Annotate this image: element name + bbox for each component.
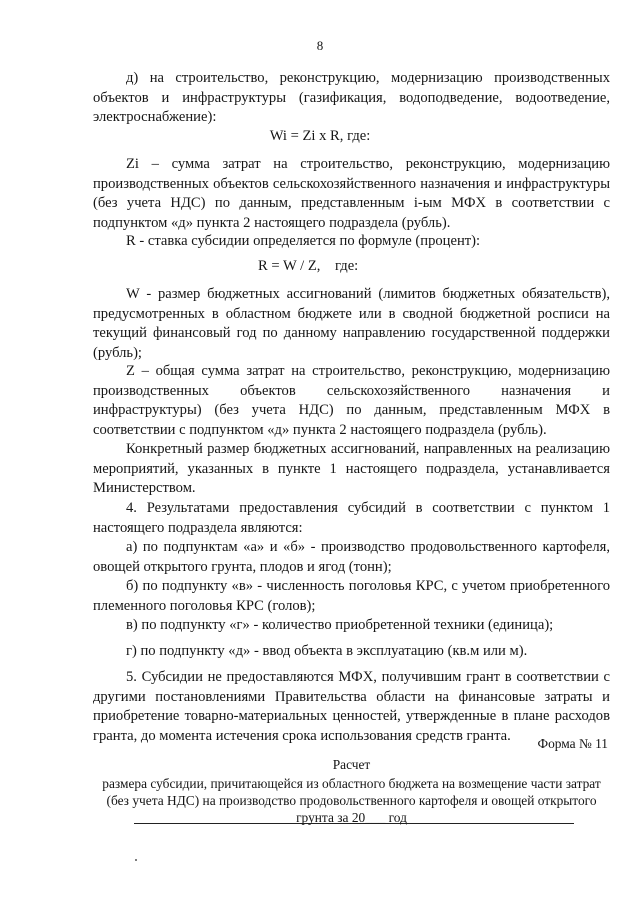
paragraph-zi: Zi – сумма затрат на строительство, реконструкцию, модернизацию производственных объектов сельскохозяйственного назначения и инфраструктуры (без учета НДС) по данным, представленным i-ым МФХ в соответствии с подпунктом «д» пункта 2 настоящего подраздела (рубль). (93, 156, 610, 231)
paragraph-5: 5. Субсидии не предоставляются МФХ, получившим грант в соответствии с другими постановлениями Правительства области на финансовые затраты и приобретение товарно-материальных ценностей, утвержденные в плане расходов гранта, до момента истечения срока использования средств гранта. (93, 669, 610, 744)
paragraph-d: д) на строительство, реконструкцию, модернизацию производственных объектов и инфраструктуры (газификация, водоподведение, водоотведение, электроснабжение): (93, 70, 610, 125)
paragraph-4v: в) по подпункту «г» - количество приобретенной техники (единица); (126, 617, 554, 633)
paragraph-4g: г) по подпункту «д» - ввод объекта в эксплуатацию (кв.м или м). (126, 643, 528, 659)
paragraph-4b: б) по подпункту «в» - численность поголовья КРС, с учетом приобретенного племенного поголовья КРС (голов); (93, 578, 610, 614)
calc-subtitle-line-2: (без учета НДС) на производство продовольственного картофеля и овощей открытого (106, 793, 597, 808)
paragraph-4a: а) по подпунктам «а» и «б» - производство продовольственного картофеля, овощей открытого грунта, плодов и ягод (тонн); (93, 539, 610, 575)
scan-speck (135, 859, 137, 861)
paragraph-z: Z – общая сумма затрат на строительство, реконструкцию, модернизацию производственных объектов сельскохозяйственного назначения и инфраструктуры) (без учета НДС) по данным, представленным МФХ в соответствии с подпунктом «д» пункта 2 настоящего подраздела (рубль). (93, 363, 610, 438)
formula-r: R = W / Z, где: (258, 258, 359, 274)
paragraph-4: 4. Результатами предоставления субсидий в соответствии с пунктом 1 настоящего подраздела являются: (93, 500, 610, 536)
calc-subtitle-line-1: размера субсидии, причитающейся из областного бюджета на возмещение части затрат (102, 776, 601, 791)
form-number: Форма № 11 (537, 736, 608, 751)
formula-wi: Wi = Zi x R, где: (269, 128, 371, 144)
page-number: 8 (316, 38, 324, 53)
paragraph-r: R - ставка субсидии определяется по формуле (процент): (126, 233, 481, 249)
paragraph-budget: Конкретный размер бюджетных ассигнований, направленных на реализацию мероприятий, указанных в пункте 1 настоящего подраздела, устанавливается Министерством. (93, 441, 610, 496)
calc-subtitle-line-3: грунта за 20___ год (296, 810, 407, 825)
paragraph-w: W - размер бюджетных ассигнований (лимитов бюджетных обязательств), предусмотренных в областном бюджете или в сводной бюджетной росписи на текущий финансовый год по данному направлению государственной поддержки (рубль); (93, 286, 610, 361)
calc-title: Расчет (332, 757, 371, 772)
divider-line (134, 823, 574, 824)
